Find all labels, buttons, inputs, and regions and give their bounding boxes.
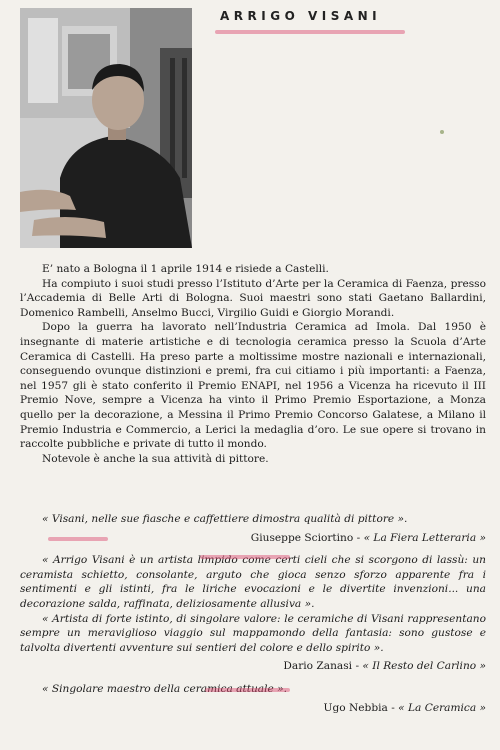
- quote-author: Giuseppe Sciortino: [250, 531, 354, 544]
- highlight-mark: [48, 537, 108, 541]
- portrait-photo: [20, 8, 192, 248]
- page-title: ARRIGO VISANI: [220, 9, 382, 23]
- quote-author: Dario Zanasi: [283, 660, 353, 673]
- quote-source: [20, 659, 486, 674]
- quote-source: [20, 701, 486, 716]
- quote-publication: « La Fiera Letteraria »: [363, 531, 486, 544]
- quote-publication: « La Ceramica »: [398, 701, 486, 714]
- source-separator: -: [356, 531, 364, 544]
- bio-paragraph: E’ nato a Bologna il 1 aprile 1914 e risiede a Castelli.: [42, 263, 329, 275]
- quote-author: Ugo Nebbia: [323, 701, 388, 714]
- bio-paragraph: Dopo la guerra ha lavorato nell’Industria Ceramica ad Imola. Dal 1950 è insegnante di materie artistiche e di tecnologia ceramica presso la Scuola d’Arte Ceramica di Castelli. Ha preso parte a moltissime mostre nazionali e internazionali, conseguendo ovunque distinzioni e premi, fra cui citiamo i più importanti: a Faenza, nel 1957 gli è stato conferito il Premio ENAPI, nel 1956 a Vicenza ha ricevuto il III Premio Nove, sempre a Vicenza ha vinto il Primo Premio Esportazione, a Monza quello per la decorazione, a Messina il Primo Premio Concorso Galatese, a Milano il Premio Industria e Commercio, a Lerici la medaglia d’oro. Le sue opere si trovano in raccolte pubbliche e private di tutto il mondo.: [20, 321, 486, 451]
- bio-paragraph: Ha compiuto i suoi studi presso l’Istituto d’Arte per la Ceramica di Faenza, presso l’Accademia di Belle Arti di Bologna. Suoi maestri sono stati Gaetano Ballardini, Domenico Rambelli, Anselmo Bucci, Virgilio Guidi e Giorgio Morandi.: [20, 277, 486, 319]
- highlight-mark: [205, 688, 290, 692]
- source-separator: -: [391, 701, 399, 714]
- source-separator: -: [355, 660, 363, 673]
- quote-text: « Singolare maestro della ceramica attuale ».: [42, 682, 288, 695]
- bio-paragraph: Notevole è anche la sua attività di pittore.: [42, 452, 269, 465]
- quote-publication: « Il Resto del Carlino »: [362, 660, 486, 673]
- paper-spot: [440, 130, 444, 134]
- highlight-mark: [200, 555, 290, 559]
- quote-text: « Artista di forte istinto, di singolare valore: le ceramiche di Visani rappresentano sempre un meraviglioso viaggio sul mappamondo della fantasia: sono gustose e talvolta divertenti avventure sui sentieri del colore e dello spirito ».: [20, 612, 486, 654]
- quote-text: « Visani, nelle sue fiasche e caffettiere dimostra qualità di pittore ».: [42, 513, 408, 525]
- quote-text: « Arrigo Visani è un artista limpido come certi cieli che si scorgono di lassù: un ceramista schietto, consolante, arguto che gioca senzo sforzo apparente fra i sentimenti e gli istinti, fra le liriche evocazioni e le divertite invenzioni... una decorazione salda, raffinata, deliziosamente allusiva ».: [20, 554, 486, 610]
- highlight-mark: [215, 30, 405, 34]
- portrait-illustration: [20, 8, 192, 248]
- biography: [20, 262, 486, 466]
